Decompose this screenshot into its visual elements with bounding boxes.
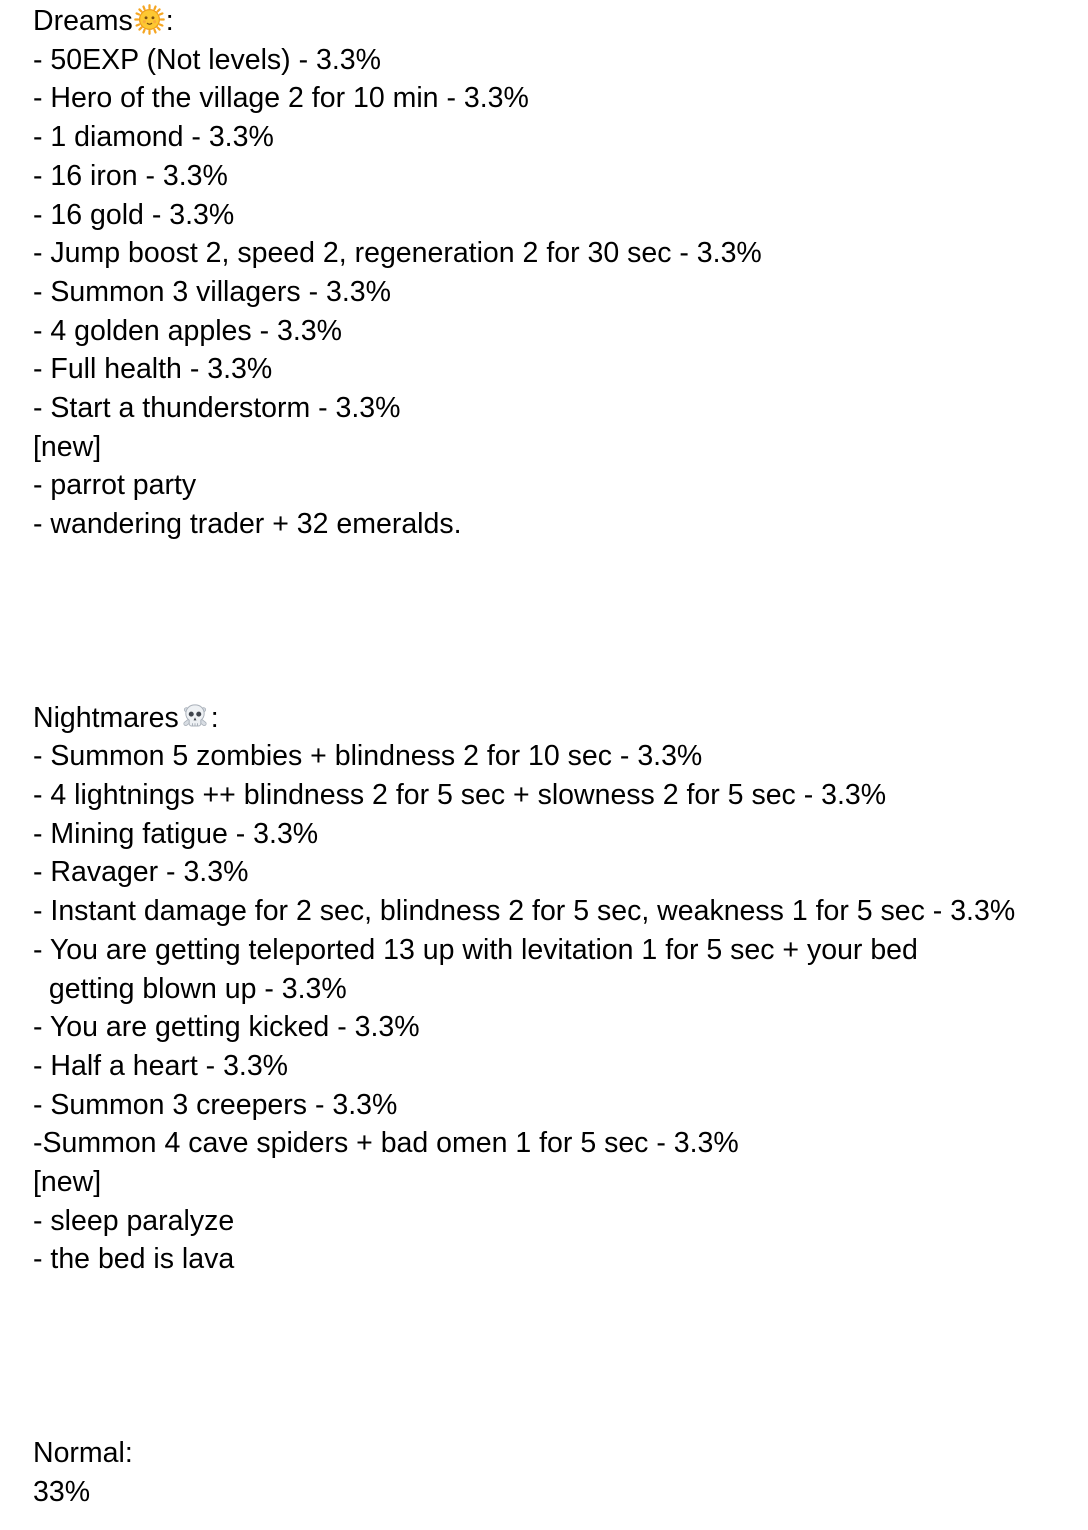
dream-item: - parrot party bbox=[33, 469, 197, 502]
nightmare-item: - Summon 3 creepers - 3.3% bbox=[33, 1088, 398, 1121]
normal-value: 33% bbox=[33, 1475, 91, 1508]
dreams-heading-colon: : bbox=[165, 5, 174, 37]
nightmare-item: - Instant damage for 2 sec, blindness 2 for 5 sec, weakness 1 for 5 sec - 3.3% bbox=[33, 895, 1016, 928]
normal-section bbox=[33, 1434, 1068, 1511]
nightmares-heading-colon: : bbox=[210, 701, 219, 734]
nightmare-item: [new] bbox=[33, 1166, 102, 1199]
nightmare-item: - sleep paralyze bbox=[33, 1204, 235, 1237]
nightmare-item: - 4 lightnings ++ blindness 2 for 5 sec + slowness 2 for 5 sec - 3.3% bbox=[33, 779, 887, 812]
dream-item: - Full health - 3.3% bbox=[33, 353, 273, 386]
nightmare-item: - You are getting kicked - 3.3% bbox=[33, 1011, 420, 1044]
nightmare-item-continuation: getting blown up - 3.3% bbox=[33, 972, 347, 1005]
nightmare-item: - Mining fatigue - 3.3% bbox=[33, 817, 319, 850]
normal-heading: Normal: bbox=[33, 1436, 133, 1469]
sun-with-face-emoji bbox=[134, 4, 165, 35]
dream-item: - 16 iron - 3.3% bbox=[33, 159, 228, 192]
dreams-heading bbox=[33, 2, 1068, 41]
nightmare-item: - Summon 5 zombies + blindness 2 for 10 sec - 3.3% bbox=[33, 740, 703, 773]
dreams-heading-text: Dreams bbox=[33, 5, 133, 37]
dream-item: - 16 gold - 3.3% bbox=[33, 198, 235, 231]
nightmare-item: - Half a heart - 3.3% bbox=[33, 1049, 289, 1082]
dream-item: - Start a thunderstorm - 3.3% bbox=[33, 392, 401, 425]
nightmare-item: - Ravager - 3.3% bbox=[33, 856, 249, 889]
nightmares-heading bbox=[33, 699, 1068, 738]
dream-item: - Summon 3 villagers - 3.3% bbox=[33, 275, 391, 308]
dreams-section bbox=[33, 2, 1068, 544]
dream-item: - Hero of the village 2 for 10 min - 3.3% bbox=[33, 82, 529, 115]
nightmares-heading-text: Nightmares bbox=[33, 701, 179, 734]
dream-item: [new] bbox=[33, 430, 102, 463]
dream-item: - 50EXP (Not levels) - 3.3% bbox=[33, 43, 381, 76]
nightmares-section bbox=[33, 699, 1068, 1280]
dream-item: - wandering trader + 32 emeralds. bbox=[33, 508, 462, 541]
nightmare-item: - the bed is lava bbox=[33, 1243, 235, 1276]
nightmare-item: - You are getting teleported 13 up with levitation 1 for 5 sec + your bed bbox=[33, 933, 918, 966]
dream-item: - 1 diamond - 3.3% bbox=[33, 121, 274, 154]
dream-item: - Jump boost 2, speed 2, regeneration 2 for 30 sec - 3.3% bbox=[33, 237, 762, 270]
skull-and-crossbones-emoji bbox=[180, 702, 210, 732]
dream-item: - 4 golden apples - 3.3% bbox=[33, 314, 342, 347]
nightmare-item: -Summon 4 cave spiders + bad omen 1 for 5 sec - 3.3% bbox=[33, 1127, 739, 1160]
